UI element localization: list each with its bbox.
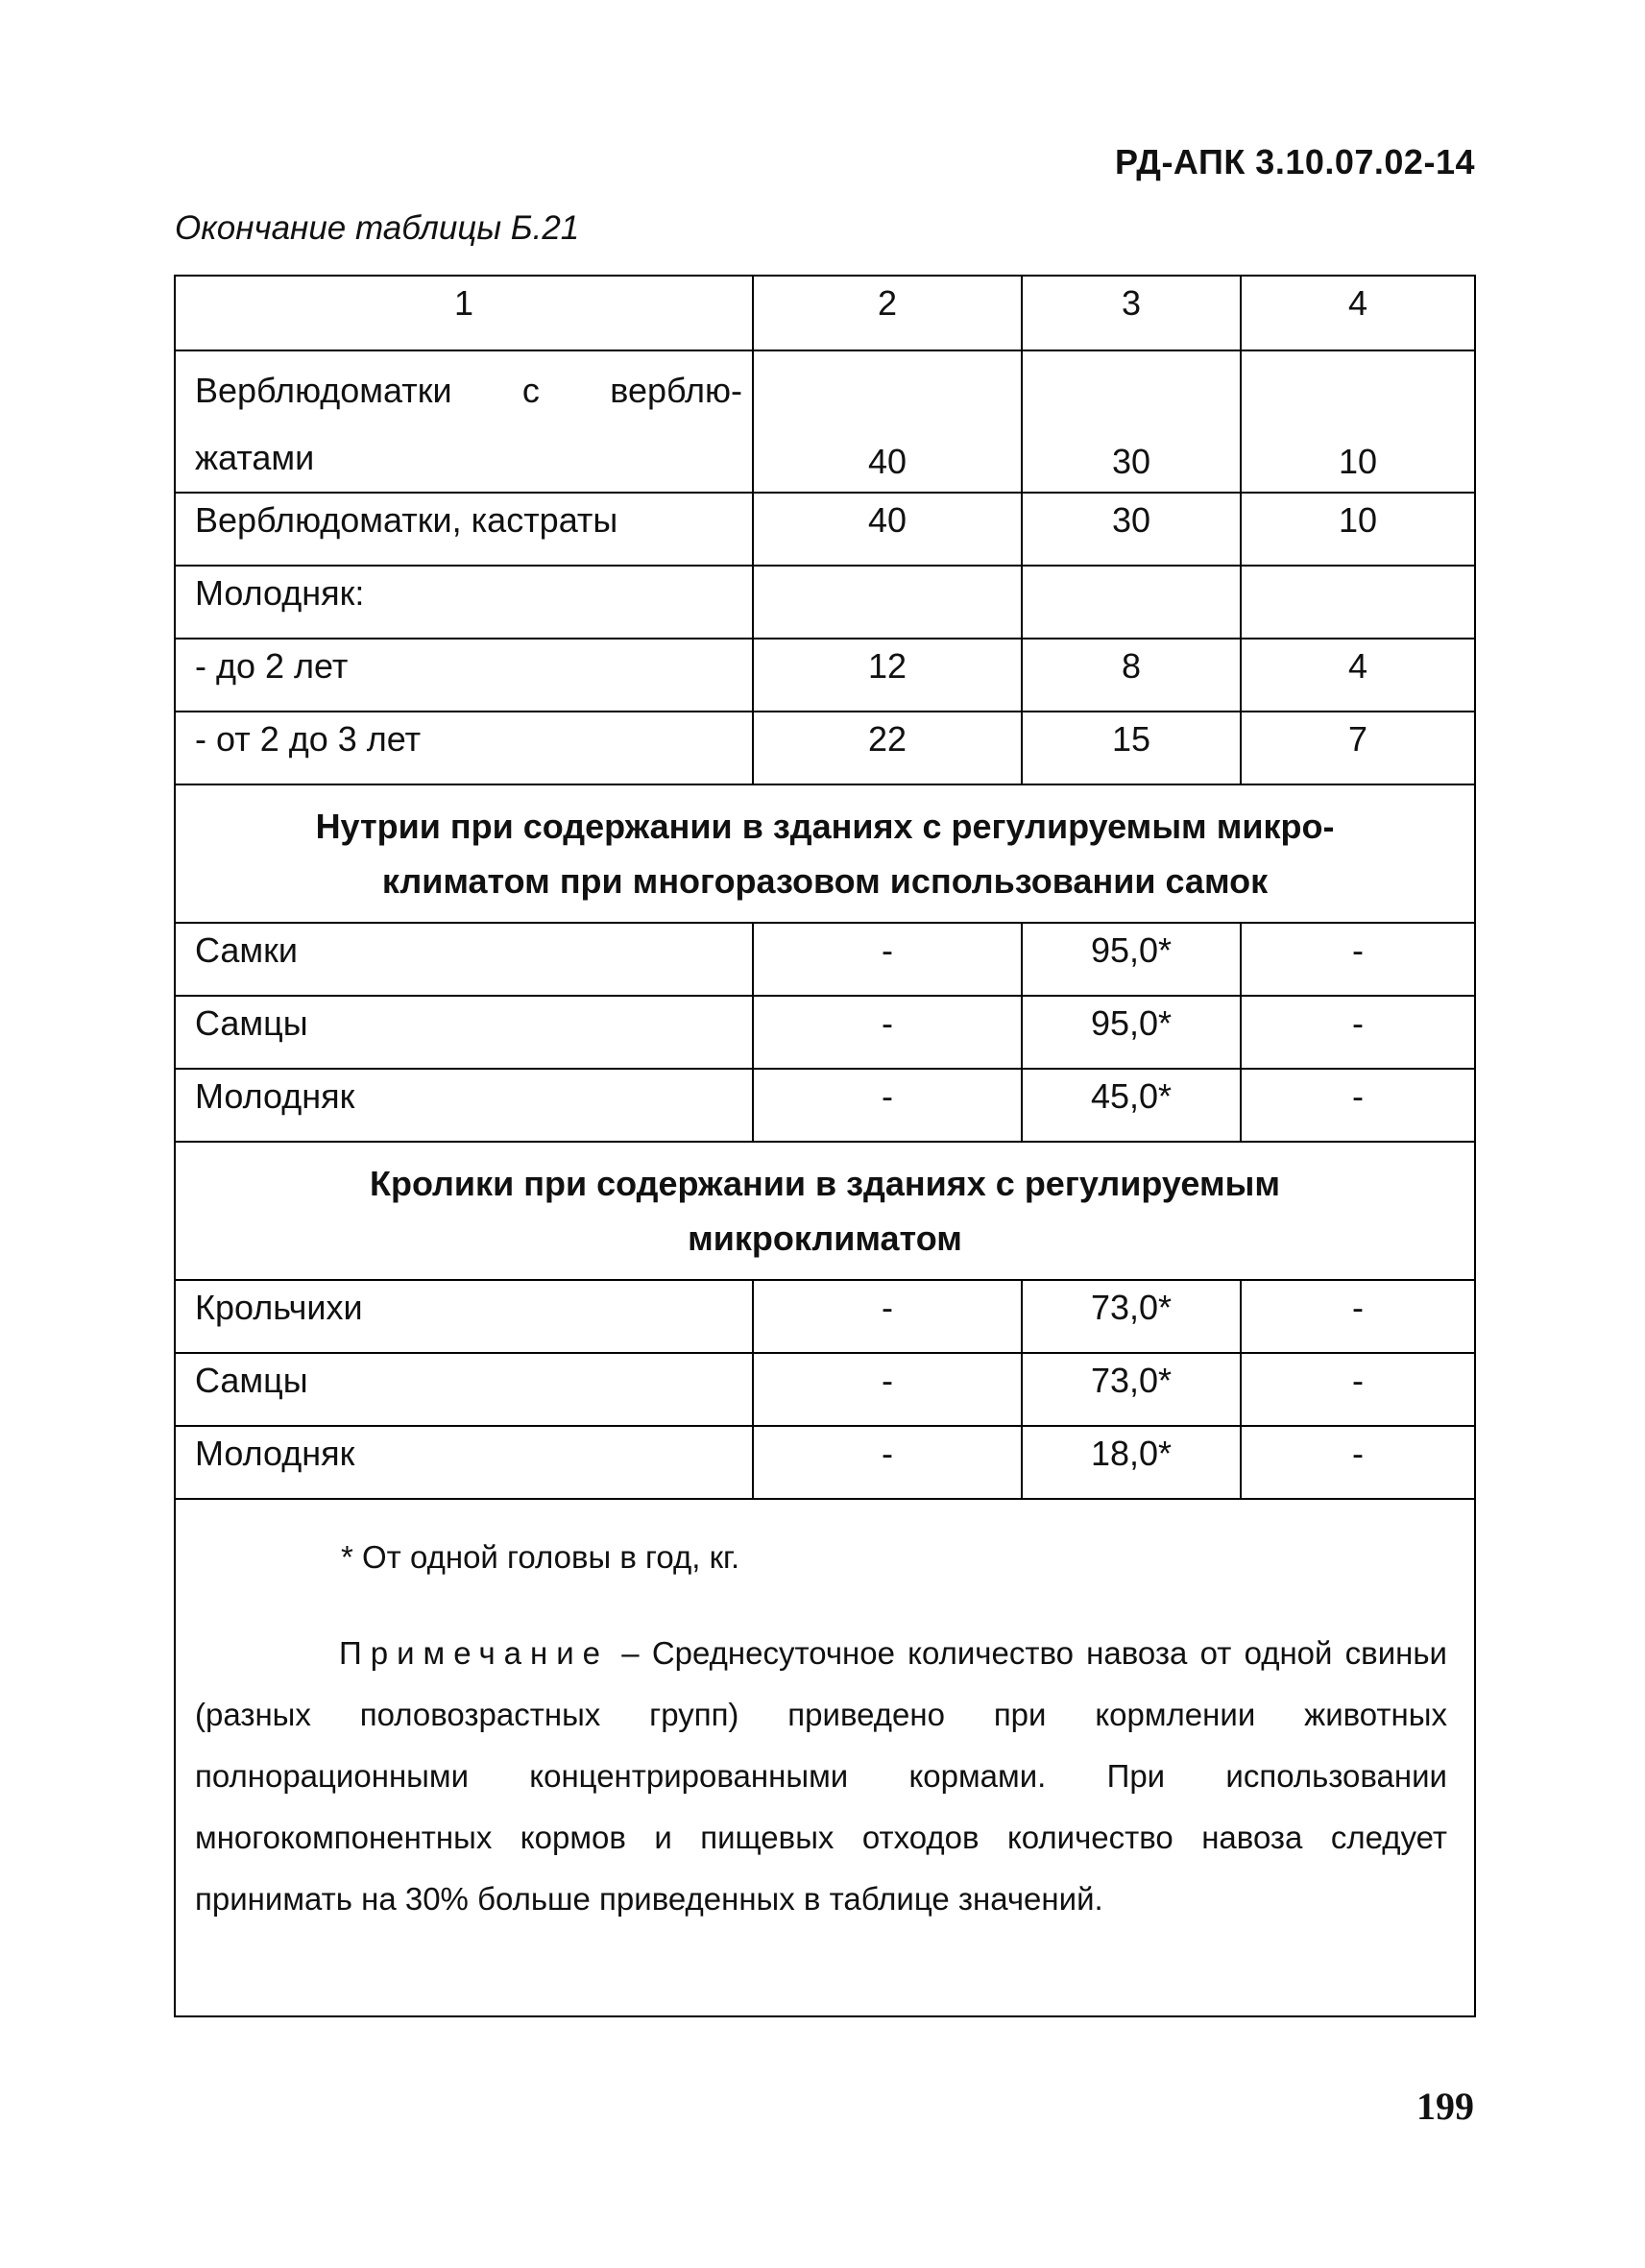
cell-col2: 40: [753, 493, 1022, 566]
row-label: Самцы: [175, 1353, 753, 1426]
section-title-line1: Нутрии при содержании в зданиях с регулируемым микро-: [315, 806, 1335, 846]
cell-col3: 95,0*: [1022, 923, 1241, 996]
row-label-line2: жатами: [195, 438, 315, 478]
table-row: [175, 350, 1475, 493]
table-row: [175, 566, 1475, 639]
table-row: [175, 1353, 1475, 1426]
cell-col4: -: [1241, 1280, 1475, 1353]
column-number-4: 4: [1241, 276, 1475, 350]
table-row: [175, 493, 1475, 566]
cell-col2: [753, 566, 1022, 639]
note-dash: –: [609, 1634, 652, 1671]
section-title-line2: микроклиматом: [688, 1218, 962, 1259]
cell-col3: 73,0*: [1022, 1353, 1241, 1426]
row-label: - от 2 до 3 лет: [175, 712, 753, 784]
cell-col2: -: [753, 1426, 1022, 1499]
note-paragraph: [195, 1623, 1447, 1930]
section-header-rabbits: [175, 1142, 1475, 1280]
cell-col3: 18,0*: [1022, 1426, 1241, 1499]
row-label: Самки: [175, 923, 753, 996]
cell-col4: -: [1241, 1426, 1475, 1499]
row-label: Молодняк:: [175, 566, 753, 639]
column-number-3: 3: [1022, 276, 1241, 350]
cell-col4: 10: [1241, 350, 1475, 493]
row-label: Самцы: [175, 996, 753, 1069]
data-table: [174, 275, 1476, 2017]
cell-col2: 12: [753, 639, 1022, 712]
notes-cell: [175, 1499, 1475, 2016]
section-title: [175, 784, 1475, 923]
table-row: [175, 996, 1475, 1069]
cell-col2: -: [753, 1353, 1022, 1426]
cell-col4: -: [1241, 1353, 1475, 1426]
table-row: [175, 1426, 1475, 1499]
cell-col4: [1241, 566, 1475, 639]
table-row: [175, 712, 1475, 784]
cell-col2: -: [753, 1280, 1022, 1353]
note-text: Среднесуточное количество навоза от одной свиньи (разных половозрастных групп) приведено при кормлении животных полнорационными концентрированными кормами. При использовании многокомпонентных кормов и пищевых отходов количество навоза следует принимать на 30% больше приведенных в таблице значений.: [195, 1634, 1447, 1917]
row-label: Крольчихи: [175, 1280, 753, 1353]
row-label: Верблюдоматки, кастраты: [175, 493, 753, 566]
cell-col2: -: [753, 923, 1022, 996]
section-header-nutria: [175, 784, 1475, 923]
table-row: [175, 1069, 1475, 1142]
cell-col4: -: [1241, 996, 1475, 1069]
section-title: [175, 1142, 1475, 1280]
cell-col2: -: [753, 996, 1022, 1069]
row-label: [175, 350, 753, 493]
cell-col4: 4: [1241, 639, 1475, 712]
cell-col4: -: [1241, 923, 1475, 996]
cell-col4: 10: [1241, 493, 1475, 566]
cell-col3: 95,0*: [1022, 996, 1241, 1069]
notes-row: [175, 1499, 1475, 2016]
section-title-line1: Кролики при содержании в зданиях с регулируемым: [370, 1163, 1280, 1203]
row-label-line1: Верблюдоматки с верблю-: [195, 371, 742, 410]
table-header-row: [175, 276, 1475, 350]
cell-col3: 30: [1022, 350, 1241, 493]
cell-col3: 8: [1022, 639, 1241, 712]
cell-col3: 30: [1022, 493, 1241, 566]
column-number-1: 1: [175, 276, 753, 350]
cell-col4: 7: [1241, 712, 1475, 784]
table-row: [175, 1280, 1475, 1353]
cell-col3: 45,0*: [1022, 1069, 1241, 1142]
table-row: [175, 639, 1475, 712]
cell-col2: -: [753, 1069, 1022, 1142]
table-row: [175, 923, 1475, 996]
cell-col3: [1022, 566, 1241, 639]
note-label: Примечание: [339, 1634, 610, 1671]
cell-col3: 15: [1022, 712, 1241, 784]
cell-col2: 40: [753, 350, 1022, 493]
document-code: РД-АПК 3.10.07.02-14: [1115, 142, 1475, 181]
cell-col4: -: [1241, 1069, 1475, 1142]
page-number: 199: [1416, 2085, 1474, 2128]
column-number-2: 2: [753, 276, 1022, 350]
row-label: - до 2 лет: [175, 639, 753, 712]
cell-col3: 73,0*: [1022, 1280, 1241, 1353]
section-title-line2: климатом при многоразовом использовании самок: [381, 861, 1269, 902]
row-label: Молодняк: [175, 1426, 753, 1499]
table-caption: Окончание таблицы Б.21: [175, 209, 580, 247]
footnote: * От одной головы в год, кг.: [341, 1539, 740, 1576]
row-label: Молодняк: [175, 1069, 753, 1142]
cell-col2: 22: [753, 712, 1022, 784]
